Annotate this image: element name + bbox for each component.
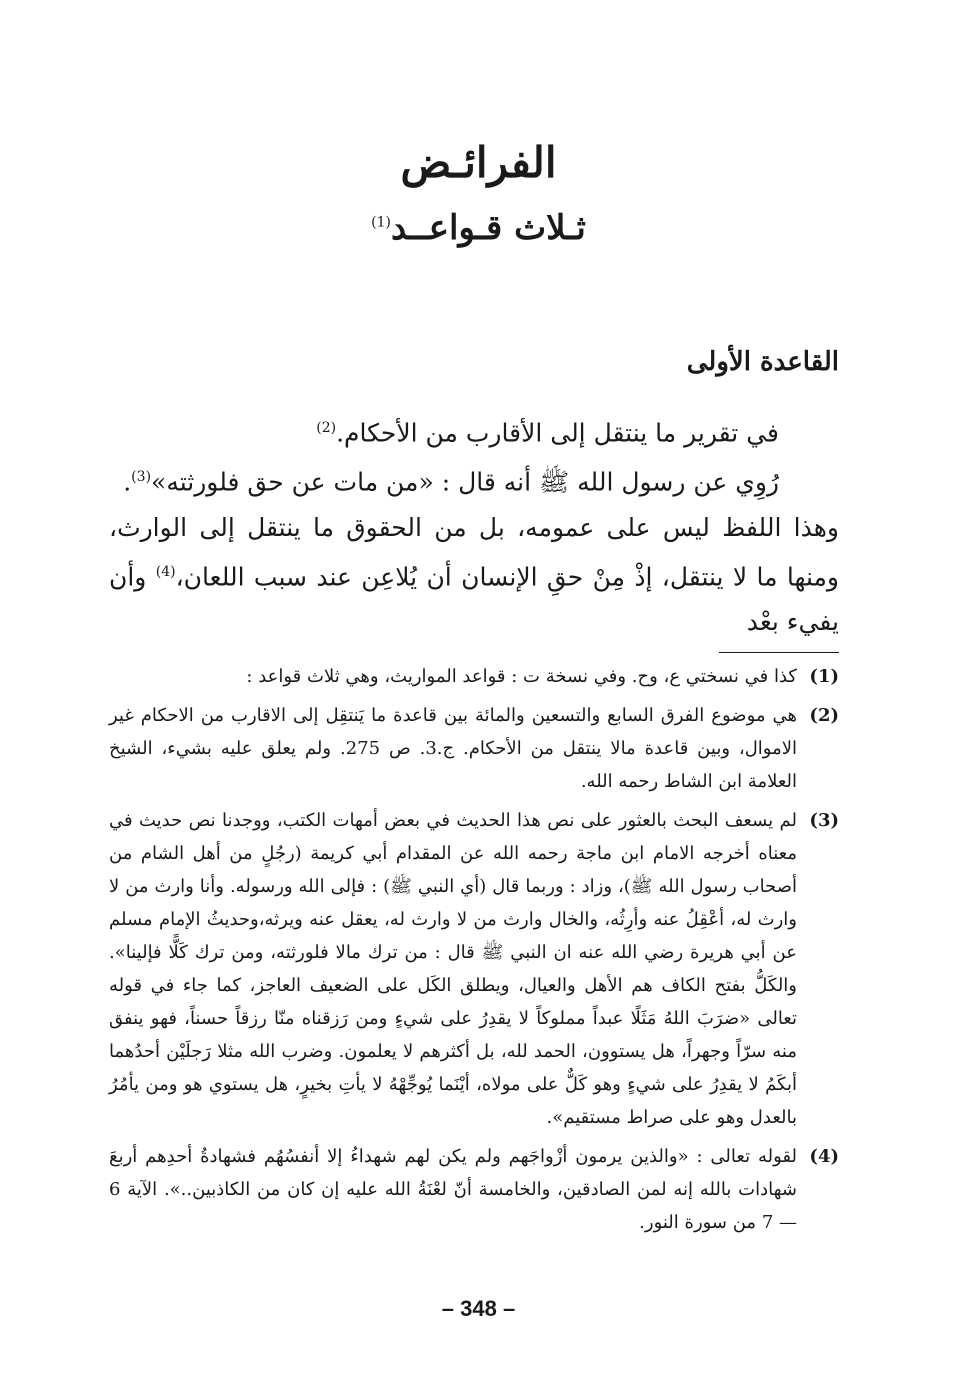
body-line-2-ref: (3) — [131, 469, 152, 486]
body-line-1-ref: (2) — [316, 420, 337, 436]
footnote-text: كذا في نسختي ع، وح. وفي نسخة ت : قواعد المواريث، وهي ثلاث قواعد : — [246, 666, 797, 687]
footnote-text: لم يسعف البحث بالعثور على نص هذا الحديث في بعض أمهات الكتب، ووجدنا نص حديث في معناه أخرجه الامام ابن ماجة رحمه الله عن المقدام أبي كريمة (رجُلٍ من أهل الشام من أصحاب رسول الله ﷺ)، وزاد : وربما قال (أي النبي ﷺ) : فإلى الله ورسوله. وأنا وارث من لا وارث له، أعْقِلُ عنه وأرِثُه، والخال وارث من لا وارث له، يعقل عنه ويرثه،وحديثُ الإمام مسلم عن أبي هريرة رضي الله عنه ان النبي ﷺ قال : من ترك مالا فلورثته، ومن ترك كَلًّا فإلينا». والكَلُّ بفتح الكاف هم الأهل والعيال، ويطلق الكَل على الضعيف العاجز، كما جاء في قوله تعالى «ضرَبَ اللهُ مَثَلًا عبداً مملوكاً لا يقدِرُ على شيءٍ ومن رَزقناه منّا رزقاً حسناً، فهو ينفق منه سرّاً وجهراً، هل يستوون، الحمد لله، بل أكثرهم لا يعلمون. وضرب الله مثلا رَجلَيْن أحدُهما أبكَمُ لا يقدِرُ على شيءٍ وهو كَلٌّ على مولاه، أيْنَما يُوجِّهْهُ لا يأتِ بخيرٍ، هل يستوي هو ومن يأمُرُ بالعدل وهو على صراط مستقيم». — [109, 810, 797, 1128]
footnote-number: (4) — [809, 1146, 839, 1167]
body-paragraph-ref: (4) — [155, 563, 176, 580]
body-paragraph-end: وأن يفيء بعْد — [109, 561, 839, 636]
page-number: – 348 – — [441, 1296, 516, 1321]
body-paragraph — [109, 505, 839, 644]
footnote-text: هي موضوع الفرق السابع والتسعين والمائة بين قاعدة ما يَنتقِل إلى الاقارب من الاحكام غير الاموال، وبين قاعدة مالا ينتقل من الأحكام. ج.3. ص 275. ولم يعلق عليه بشيء، الشيخ العلامة ابن الشاط رحمه الله. — [109, 705, 797, 792]
footnote-number: (1) — [809, 666, 839, 687]
body-line-2-text: رُوِي عن رسول الله ﷺ أنه قال : «من مات عن حق فلورثته» — [151, 467, 779, 497]
footnote-number: (3) — [809, 810, 839, 831]
body-line-1 — [109, 406, 839, 455]
subtitle-note-ref: (1) — [371, 214, 391, 231]
footnote-number: (2) — [809, 705, 839, 726]
page-title: الفرائـض — [400, 138, 557, 187]
body-text-block — [109, 406, 839, 644]
body-line-2 — [109, 455, 839, 504]
section-heading: القاعدة الأولى — [686, 347, 839, 377]
body-paragraph-text: وهذا اللفظ ليس على عمومه، بل من الحقوق ما ينتقل إلى الوارث، ومنها ما لا ينتقل، إذْ مِنْ حقِ الإنسان أن يُلاعِن عند سبب اللعان، — [109, 512, 839, 591]
footnote-4 — [109, 1140, 839, 1239]
page-subtitle — [0, 208, 957, 248]
footnote-text: لقوله تعالى : «والذين يرمون أزْواجَهم ولم يكن لهم شهداءُ إلا أنفسُهُم فشهادةُ أحدِهم أربعَ شهادات بالله إنه لمن الصادقين، والخامسة أنّ لعْنَةُ الله عليه إن كان من الكاذبين..». الآية 6 — 7 من سورة النور. — [109, 1146, 797, 1233]
body-line-1-text: في تقرير ما ينتقل إلى الأقارب من الأحكام. — [336, 418, 779, 448]
footnote-2 — [109, 699, 839, 798]
footnotes — [109, 660, 839, 1245]
footnote-1 — [109, 660, 839, 693]
footnote-divider — [719, 652, 839, 653]
body-line-2-end: . — [123, 467, 132, 497]
footnote-3 — [109, 804, 839, 1134]
subtitle-text: ثـلاث قـواعــد — [391, 208, 586, 248]
